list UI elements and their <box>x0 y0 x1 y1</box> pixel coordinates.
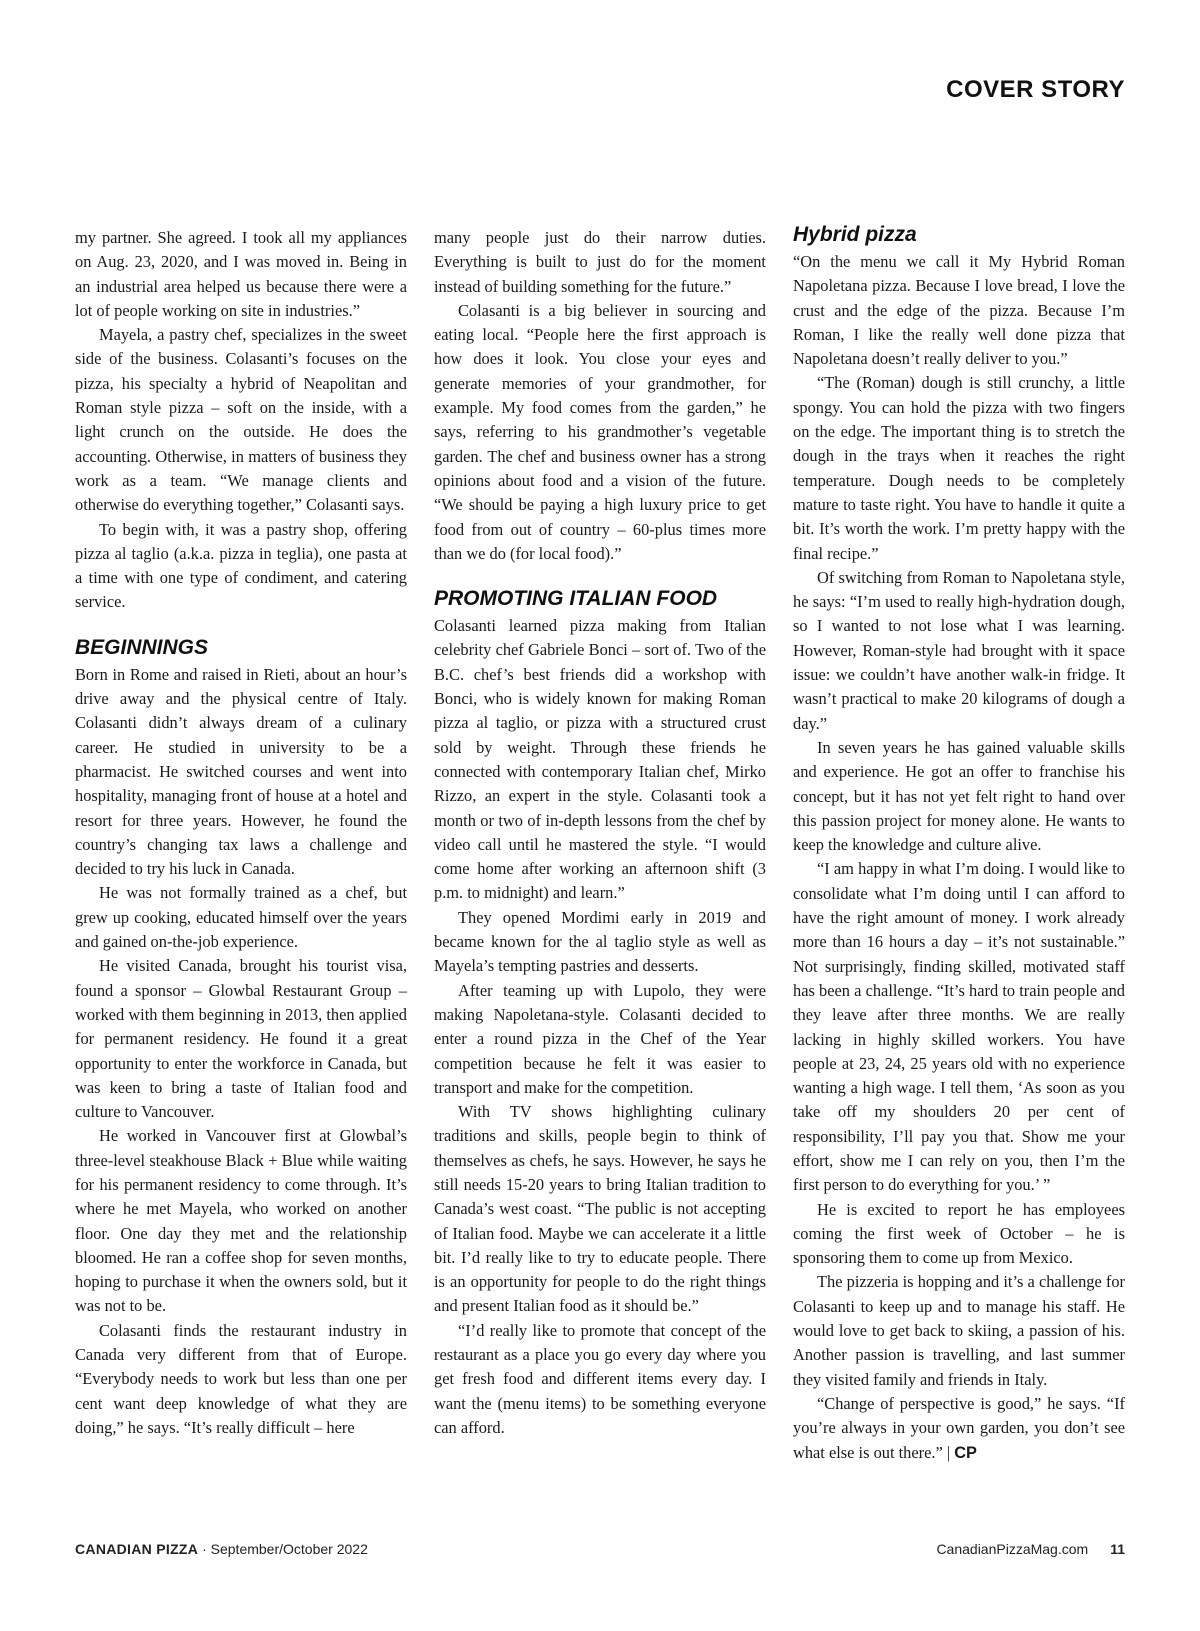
subheading-beginnings: BEGINNINGS <box>75 635 209 659</box>
paragraph: He visited Canada, brought his tourist visa, found a sponsor – Glowbal Restaurant Group – worked with them beginning in 2013, then applied for permanent residency. He found it a great opportunity to enter the workforce in Canada, but was keen to bring a taste of Italian food and culture to Vancouver. <box>75 956 407 1122</box>
paragraph: Colasanti finds the restaurant industry in Canada very different from that of Europe. “Everybody needs to work but less than one per cent want deep knowledge of what they are doing,” he says. “It’s really difficult – here <box>75 1320 407 1437</box>
paragraph: They opened Mordimi early in 2019 and became known for the al taglio style as well as Mayela’s tempting pastries and desserts. <box>434 907 766 976</box>
subheading-hybrid-pizza: Hybrid pizza <box>793 223 917 246</box>
paragraph: Born in Rome and raised in Rieti, about an hour’s drive away and the physical centre of Italy. Colasanti didn’t always dream of a culinary career. He studied in university to be a pharmacist. He switched courses and went into hospitality, managing front of house at a hotel and resort for three years. However, he found the country’s changing tax laws a challenge and decided to try his luck in Canada. <box>75 664 407 879</box>
column-3 <box>793 223 1125 1465</box>
signoff-mark: CP <box>954 1443 977 1462</box>
paragraph: He is excited to report he has employees coming the first week of October – he is sponsoring them to come up from Mexico. <box>793 1199 1125 1268</box>
magazine-name: CANADIAN PIZZA <box>75 1541 199 1557</box>
paragraph: my partner. She agreed. I took all my appliances on Aug. 23, 2020, and I was moved in. Being in an industrial area helped us because there were a lot of people working on site in industries.” <box>75 228 407 320</box>
paragraph: The pizzeria is hopping and it’s a challenge for Colasanti to keep up and to manage his staff. He would love to get back to skiing, a passion of his. Another passion is travelling, and last summer they visited family and friends in Italy. <box>793 1272 1125 1389</box>
paragraph: “On the menu we call it My Hybrid Roman Napoletana pizza. Because I love bread, I love the crust and the edge of the pizza. Because I’m Roman, I like the really well done pizza that Napoletana doesn’t really deliver to you.” <box>793 252 1125 369</box>
website: CanadianPizzaMag.com <box>936 1541 1089 1557</box>
closing-paragraph <box>793 1392 1125 1465</box>
paragraph: After teaming up with Lupolo, they were making Napoletana-style. Colasanti decided to enter a round pizza in the Chef of the Year competition because he felt it was easier to transport and make for the competition. <box>434 980 766 1097</box>
column-2 <box>434 226 766 1440</box>
paragraph: In seven years he has gained valuable skills and experience. He got an offer to franchise his concept, but it has not yet felt right to hand over this passion project for money alone. He wants to keep the knowledge and culture alive. <box>793 737 1125 855</box>
closing-text: “Change of perspective is good,” he says. “If you’re always in your own garden, you don’t see what else is out there.” | <box>793 1393 1125 1462</box>
paragraph: “I’d really like to promote that concept of the restaurant as a place you go every day where you get fresh food and different items every day. I want the (menu items) to be something everyone can afford. <box>434 1320 766 1437</box>
paragraph: “I am happy in what I’m doing. I would like to consolidate what I’m doing until I can afford to have the right amount of money. I work already more than 16 hours a day – it’s not sustainable.” Not surprisingly, finding skilled, motivated staff has been a challenge. “It’s hard to train people and they leave after three months. We are really lacking in highly skilled workers. You have people at 23, 24, 25 years old with no experience wanting a high wage. I tell them, ‘As soon as you take off my shoulders 20 per cent of responsibility, I’ll pay you that. Show me your effort, show me I can rely on you, then I’m the first person to do everything for you.’ ” <box>793 859 1125 1195</box>
article-body <box>75 223 1125 1556</box>
paragraph: many people just do their narrow duties. Everything is built to just do for the moment instead of building something for the future.” <box>434 228 766 296</box>
paragraph: He worked in Vancouver first at Glowbal’s three-level steakhouse Black + Blue while waiting for his permanent residency to come through. It’s where he met Mayela, who worked on another floor. One day they met and the relationship bloomed. He ran a coffee shop for seven months, hoping to purchase it when the owners sold, but it was not to be. <box>75 1126 407 1316</box>
paragraph: He was not formally trained as a chef, but grew up cooking, educated himself over the years and gained on-the-job experience. <box>75 883 407 952</box>
paragraph: “The (Roman) dough is still crunchy, a little spongy. You can hold the pizza with two fingers on the edge. The important thing is to stretch the dough in the trays when it reaches the right temperature. Dough needs to be completely mature to taste right. You have to handle it quite a bit. It’s worth the work. I’m pretty happy with the final recipe.” <box>793 373 1125 563</box>
paragraph: With TV shows highlighting culinary traditions and skills, people begin to think of themselves as chefs, he says. However, he says he still needs 15-20 years to bring Italian tradition to Canada’s west coast. “The public is not accepting of Italian food. Maybe we can accelerate it a little bit. I’d really like to try to educate people. There is an opportunity for people to do the right things and present Italian food as it should be.” <box>434 1102 766 1316</box>
subheading-promoting-italian-food: PROMOTING ITALIAN FOOD <box>434 587 718 611</box>
issue-date: · September/October 2022 <box>198 1541 368 1557</box>
paragraph: Mayela, a pastry chef, specializes in the sweet side of the business. Colasanti’s focuses on the pizza, his specialty a hybrid of Neapolitan and Roman style pizza – soft on the inside, with a light crunch on the outside. He does the accounting. Otherwise, in matters of business they work as a team. “We manage clients and otherwise do everything together,” Colasanti says. <box>75 325 407 515</box>
paragraph: Colasanti learned pizza making from Italian celebrity chef Gabriele Bonci – sort of. Two of the B.C. chef’s best friends did a workshop with Bonci, who is widely known for making Roman pizza al taglio, or pizza with a structured crust sold by weight. Through these friends he connected with contemporary Italian chef, Mirko Rizzo, an expert in the style. Colasanti took a month or two of in-depth lessons from the chef by video call until he mastered the style. “I would come home after working an afternoon shift (3 p.m. to midnight) and learn.” <box>434 616 766 903</box>
paragraph: To begin with, it was a pastry shop, offering pizza al taglio (a.k.a. pizza in teglia), one pasta at a time with one type of condiment, and catering service. <box>75 519 407 612</box>
footer-right <box>936 1541 1125 1557</box>
paragraph: Of switching from Roman to Napoletana style, he says: “I’m used to really high-hydration dough, so I wanted to not lose what I was learning. However, Roman-style had brought with it space issue: we couldn’t have another walk-in fridge. It wasn’t practical to make 20 kilograms of dough a day.” <box>793 567 1125 733</box>
section-label: COVER STORY <box>946 76 1125 103</box>
paragraph: Colasanti is a big believer in sourcing and eating local. “People here the first approach is how does it look. You close your eyes and generate memories of your grandmother, for example. My food comes from the garden,” he says, referring to his grandmother’s vegetable garden. The chef and business owner has a strong opinions about food and a vision of the future. “We should be paying a high luxury price to get food from out of country – 60-plus times more than we do (for local food).” <box>434 300 766 563</box>
column-1 <box>75 226 407 1440</box>
footer-left <box>75 1541 368 1557</box>
page-number: 11 <box>1110 1541 1125 1557</box>
